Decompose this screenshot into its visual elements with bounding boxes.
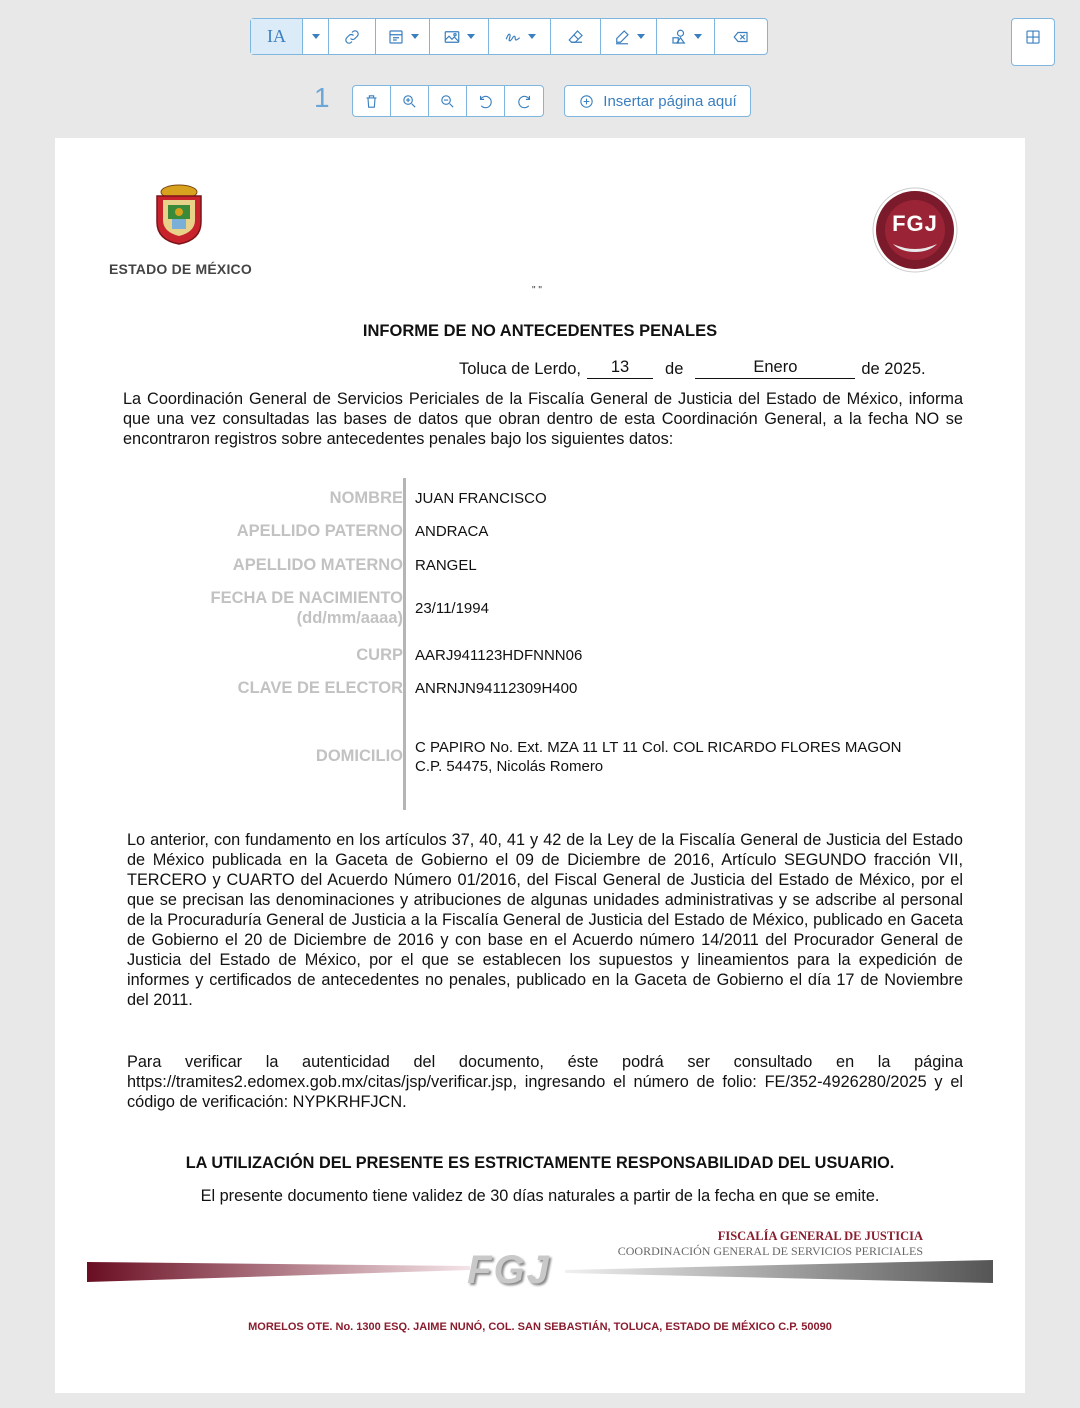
shapes-tool-button[interactable] xyxy=(657,19,715,54)
quotes-mark: " " xyxy=(532,285,542,296)
zoom-in-icon xyxy=(401,93,418,110)
fecha-nacimiento-value: 23/11/1994 xyxy=(415,600,489,617)
grid-icon xyxy=(1024,28,1042,46)
curp-value: AARJ941123HDFNNN06 xyxy=(415,647,583,664)
legal-paragraph: Lo anterior, con fundamento en los artículos 37, 40, 41 y 42 de la Ley de la Fiscalía General de Justicia del Estado de México publicada en la Gaceta de Gobierno el 09 de Diciembre de 2016, Artículo SEGUNDO fracción VII, TERCERO y CUARTO del Acuerdo Número 01/2016, del Fiscal General de Justicia del Estado de México, por el que se precisan las denominaciones y atribuciones de algunas unidades administrativas y se adscribe al personal de la Procuraduría General de Justicia a la Fiscalía General de Justicia del Estado de México, publicado en Gaceta de Gobierno el 20 de Diciembre de 2016 y con base en el Acuerdo número 14/2011 del Procurador General de Justicia del Estado de México, por el que se establecen los supuestos y lineamientos para la expedición de informes y certificados de antecedentes no penales, publicado en la Gaceta de Gobierno el día 17 de Noviembre del 2011. xyxy=(127,831,963,1009)
form-icon xyxy=(387,28,405,46)
editor-toolbar xyxy=(250,18,768,55)
domicilio-line1: C PAPIRO No. Ext. MZA 11 LT 11 Col. COL RICARDO FLORES MAGON xyxy=(415,739,902,756)
personal-data-table xyxy=(145,478,965,810)
insert-page-button[interactable] xyxy=(564,85,751,117)
text-tool-dropdown[interactable] xyxy=(303,19,329,54)
highlighter-tool-button[interactable] xyxy=(601,19,657,54)
signature-icon xyxy=(504,28,522,46)
chevron-down-icon xyxy=(694,34,702,39)
date-de: de xyxy=(665,360,684,378)
document-page[interactable] xyxy=(55,138,1025,1393)
rotate-left-button[interactable] xyxy=(467,86,505,116)
zoom-out-button[interactable] xyxy=(429,86,467,116)
trash-icon xyxy=(363,93,380,110)
nombre-label: NOMBRE xyxy=(329,489,403,507)
zoom-in-button[interactable] xyxy=(391,86,429,116)
clave-elector-value: ANRNJN94112309H400 xyxy=(415,680,578,697)
chevron-down-icon xyxy=(312,34,320,39)
estado-mexico-text: ESTADO DE MÉXICO xyxy=(109,261,252,277)
rotate-right-icon xyxy=(516,93,533,110)
rotate-right-button[interactable] xyxy=(505,86,543,116)
responsibility-warning: LA UTILIZACIÓN DEL PRESENTE ES ESTRICTAMENTE RESPONSABILIDAD DEL USUARIO. xyxy=(185,1154,895,1172)
shapes-icon xyxy=(670,28,688,46)
delete-page-button[interactable] xyxy=(353,86,391,116)
chevron-down-icon xyxy=(637,34,645,39)
footer-fgj-logo: FGJ xyxy=(467,1248,551,1292)
chevron-down-icon xyxy=(467,34,475,39)
intro-paragraph: La Coordinación General de Servicios Periciales de la Fiscalía General de Justicia del Estado de México, informa que una vez consultadas las bases de datos que obran dentro de esta Coordinación General, a la fecha NO se encontraron registros sobre antecedentes penales bajo los siguientes datos: xyxy=(123,390,963,448)
chevron-down-icon xyxy=(528,34,536,39)
page-tools xyxy=(352,85,544,117)
apellido-paterno-value: ANDRACA xyxy=(415,523,489,540)
verification-paragraph: Para verificar la autenticidad del documento, éste podrá ser consultado en la página https://tramites2.edomex.gob.mx/citas/jsp/verificar.jsp, ingresando el número de folio: FE/352-4926280/2025 y el código de verificación: NYPKRHFJCN. xyxy=(127,1053,963,1111)
zoom-out-icon xyxy=(439,93,456,110)
rotate-left-icon xyxy=(477,93,494,110)
page-number: 1 xyxy=(314,82,330,113)
fgj-seal-text: FGJ xyxy=(892,211,938,236)
delete-annotation-button[interactable] xyxy=(715,19,767,54)
table-divider xyxy=(403,478,406,810)
domicilio-label: DOMICILIO xyxy=(315,747,403,765)
fecha-format-label: (dd/mm/aaaa) xyxy=(296,609,403,627)
footer-fgj-name: FISCALÍA GENERAL DE JUSTICIA xyxy=(717,1229,923,1243)
eraser-icon xyxy=(567,28,585,46)
month-field: Enero xyxy=(695,358,855,379)
apellido-materno-value: RANGEL xyxy=(415,557,477,574)
image-tool-button[interactable] xyxy=(430,19,489,54)
date-prefix: Toluca de Lerdo, xyxy=(459,360,582,378)
form-tool-button[interactable] xyxy=(376,19,430,54)
year-suffix: de 2025. xyxy=(861,360,926,378)
fecha-nacimiento-label: FECHA DE NACIMIENTO xyxy=(210,589,403,607)
link-icon xyxy=(343,28,361,46)
image-icon xyxy=(443,28,461,46)
domicilio-line2: C.P. 54475, Nicolás Romero xyxy=(415,758,604,775)
eraser-tool-button[interactable] xyxy=(551,19,601,54)
day-field: 13 xyxy=(587,358,653,379)
pen-icon xyxy=(613,28,631,46)
insert-page-label: Insertar página aquí xyxy=(603,92,737,110)
clave-elector-label: CLAVE DE ELECTOR xyxy=(237,679,403,697)
chevron-down-icon xyxy=(411,34,419,39)
link-tool-button[interactable] xyxy=(329,19,376,54)
validity-notice: El presente documento tiene validez de 30 días naturales a partir de la fecha en que se emite. xyxy=(200,1187,880,1205)
plus-circle-icon xyxy=(578,93,595,110)
document-title: INFORME DE NO ANTECEDENTES PENALES xyxy=(362,322,718,340)
backspace-icon xyxy=(732,28,750,46)
curp-label: CURP xyxy=(356,646,403,664)
apellido-paterno-label: APELLIDO PATERNO xyxy=(236,522,403,540)
text-tool-button[interactable] xyxy=(251,19,303,54)
apellido-materno-label: APELLIDO MATERNO xyxy=(232,556,403,574)
signature-tool-button[interactable] xyxy=(489,19,551,54)
text-tool-label: IA xyxy=(267,26,286,46)
estado-mexico-emblem xyxy=(151,182,207,246)
nombre-value: JUAN FRANCISCO xyxy=(415,490,547,507)
grid-view-button[interactable] xyxy=(1011,18,1055,66)
footer-address: MORELOS OTE. No. 1300 ESQ. JAIME NUNÓ, COL. SAN SEBASTIÁN, TOLUCA, ESTADO DE MÉXICO C.P. 50090 xyxy=(248,1321,832,1333)
date-line xyxy=(459,358,926,379)
footer-coordination-name: COORDINACIÓN GENERAL DE SERVICIOS PERICIALES xyxy=(617,1244,923,1258)
